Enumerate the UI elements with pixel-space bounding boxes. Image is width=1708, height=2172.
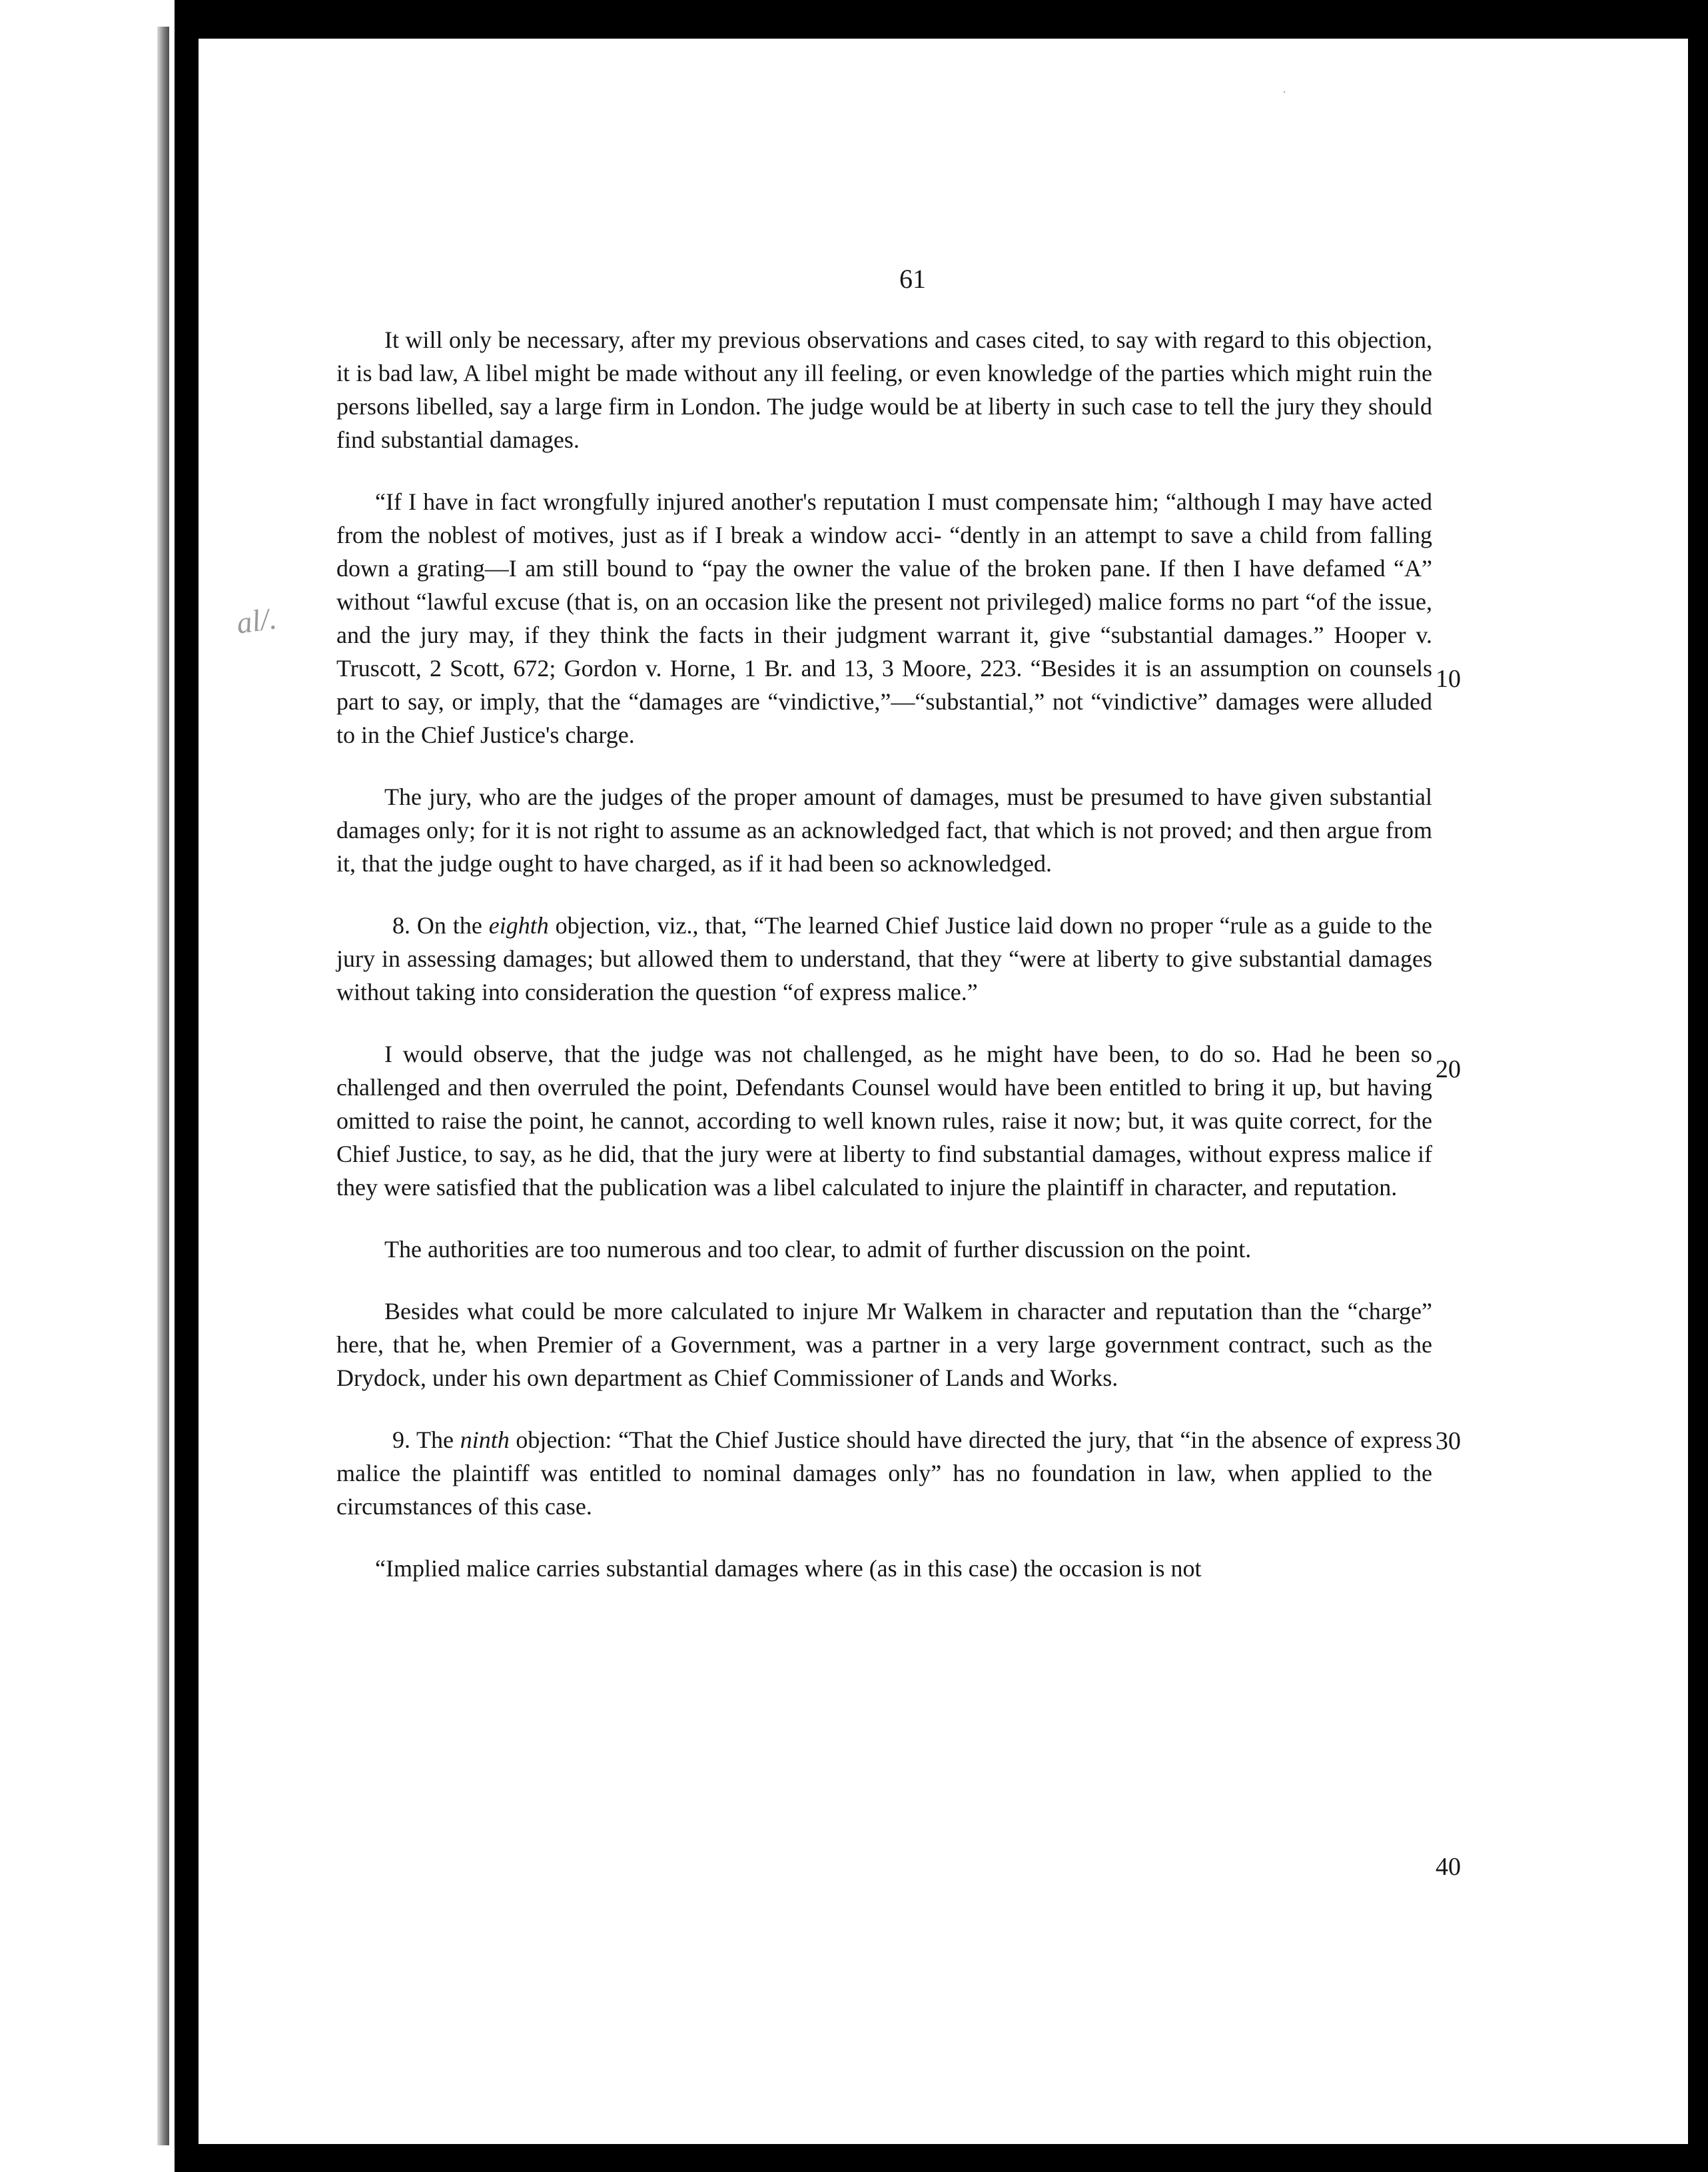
line-number-40: 40 xyxy=(1436,1853,1461,1881)
paragraph-quotation-hooper: “If I have in fact wrongfully injured another's reputation I must compensate him; “although I may have acted from the noblest of motives, just as if I break a window acci- “dently in an attempt to save a child from falling down a grating—I am still bound to “pay the owner the value of the broken pane. If then I have defamed “A” without “lawful excuse (that is, on an occasion like the present not privileged) malice forms no part “of the issue, and the jury may, if they think the facts in their judgment warrant it, give “substantial damages.” Hooper v. Truscott, 2 Scott, 672; Gordon v. Horne, 1 Br. and 13, 3 Moore, 223. “Besides it is an assumption on counsels part to say, or imply, that the “damages are “vindictive,”—“substantial,” not “vindictive” damages were alluded to in the Chief Justice's charge. xyxy=(336,488,1432,748)
eighth-objection-body: objection, viz., that, “The learned Chief Justice laid down no proper “rule as a guide to the jury in assessing damages; but allowed them to understand, that they “were at liberty to give substantial damages without taking into consideration the question “of express malice.” xyxy=(336,912,1432,1005)
eighth-emphasis: eighth xyxy=(488,912,549,939)
handwritten-margin-note: al/. xyxy=(234,601,279,640)
ninth-emphasis: ninth xyxy=(460,1426,510,1453)
paragraph-jury-judges: The jury, who are the judges of the proper amount of damages, must be presumed to have given substantial damages only; for it is not right to assume as an acknowledged fact, that which is not proved; and then argue from it, that the judge ought to have charged, as if it had been so acknowledged. xyxy=(336,784,1432,877)
ninth-objection-lead: 9. The xyxy=(392,1426,460,1453)
page-number: 61 xyxy=(899,264,926,294)
previous-page-edge xyxy=(0,0,175,2172)
book-spine-shadow xyxy=(157,27,169,2145)
paragraph-authorities: The authorities are too numerous and too clear, to admit of further discussion on the point. xyxy=(384,1236,1252,1263)
paragraph-walkem-charge: Besides what could be more calculated to injure Mr Walkem in character and reputation than the “charge” here, that he, when Premier of a Government, was a partner in a very large government contract, such as the Drydock, under his own department as Chief Commissioner of Lands and Works. xyxy=(336,1298,1432,1391)
paragraph-ninth-objection xyxy=(336,1423,1432,1523)
paragraph-objection-bad-law: It will only be necessary, after my previous observations and cases cited, to say with regard to this objection, it is bad law, A libel might be made without any ill feeling, or even knowledge of the parties which might ruin the persons libelled, say a large firm in London. The judge would be at liberty in such case to tell the jury they should find substantial damages. xyxy=(336,326,1432,453)
line-number-30: 30 xyxy=(1436,1427,1461,1455)
body-text xyxy=(336,323,1432,1585)
paragraph-implied-malice: “Implied malice carries substantial damages where (as in this case) the occasion is not xyxy=(375,1555,1202,1582)
line-number-10: 10 xyxy=(1436,665,1461,693)
ninth-objection-body: objection: “That the Chief Justice should have directed the jury, that “in the absence of express malice the plaintiff was entitled to nominal damages only” has no foundation in law, when applied to the circumstances of this case. xyxy=(336,1426,1432,1520)
line-number-20: 20 xyxy=(1436,1055,1461,1083)
eighth-objection-lead: 8. On the xyxy=(392,912,489,939)
paper-speck: · xyxy=(1282,85,1286,99)
paragraph-judge-not-challenged: I would observe, that the judge was not challenged, as he might have been, to do so. Had he been so challenged and then overruled the point, Defendants Counsel would have been entitled to bring it up, but having omitted to raise the point, he cannot, according to well known rules, raise it now; but, it was quite correct, for the Chief Justice, to say, as he did, that the jury were at liberty to find substantial damages, without express malice if they were satisfied that the publication was a libel calculated to injure the plaintiff in character, and reputation. xyxy=(336,1041,1432,1201)
paragraph-eighth-objection xyxy=(336,909,1432,1009)
